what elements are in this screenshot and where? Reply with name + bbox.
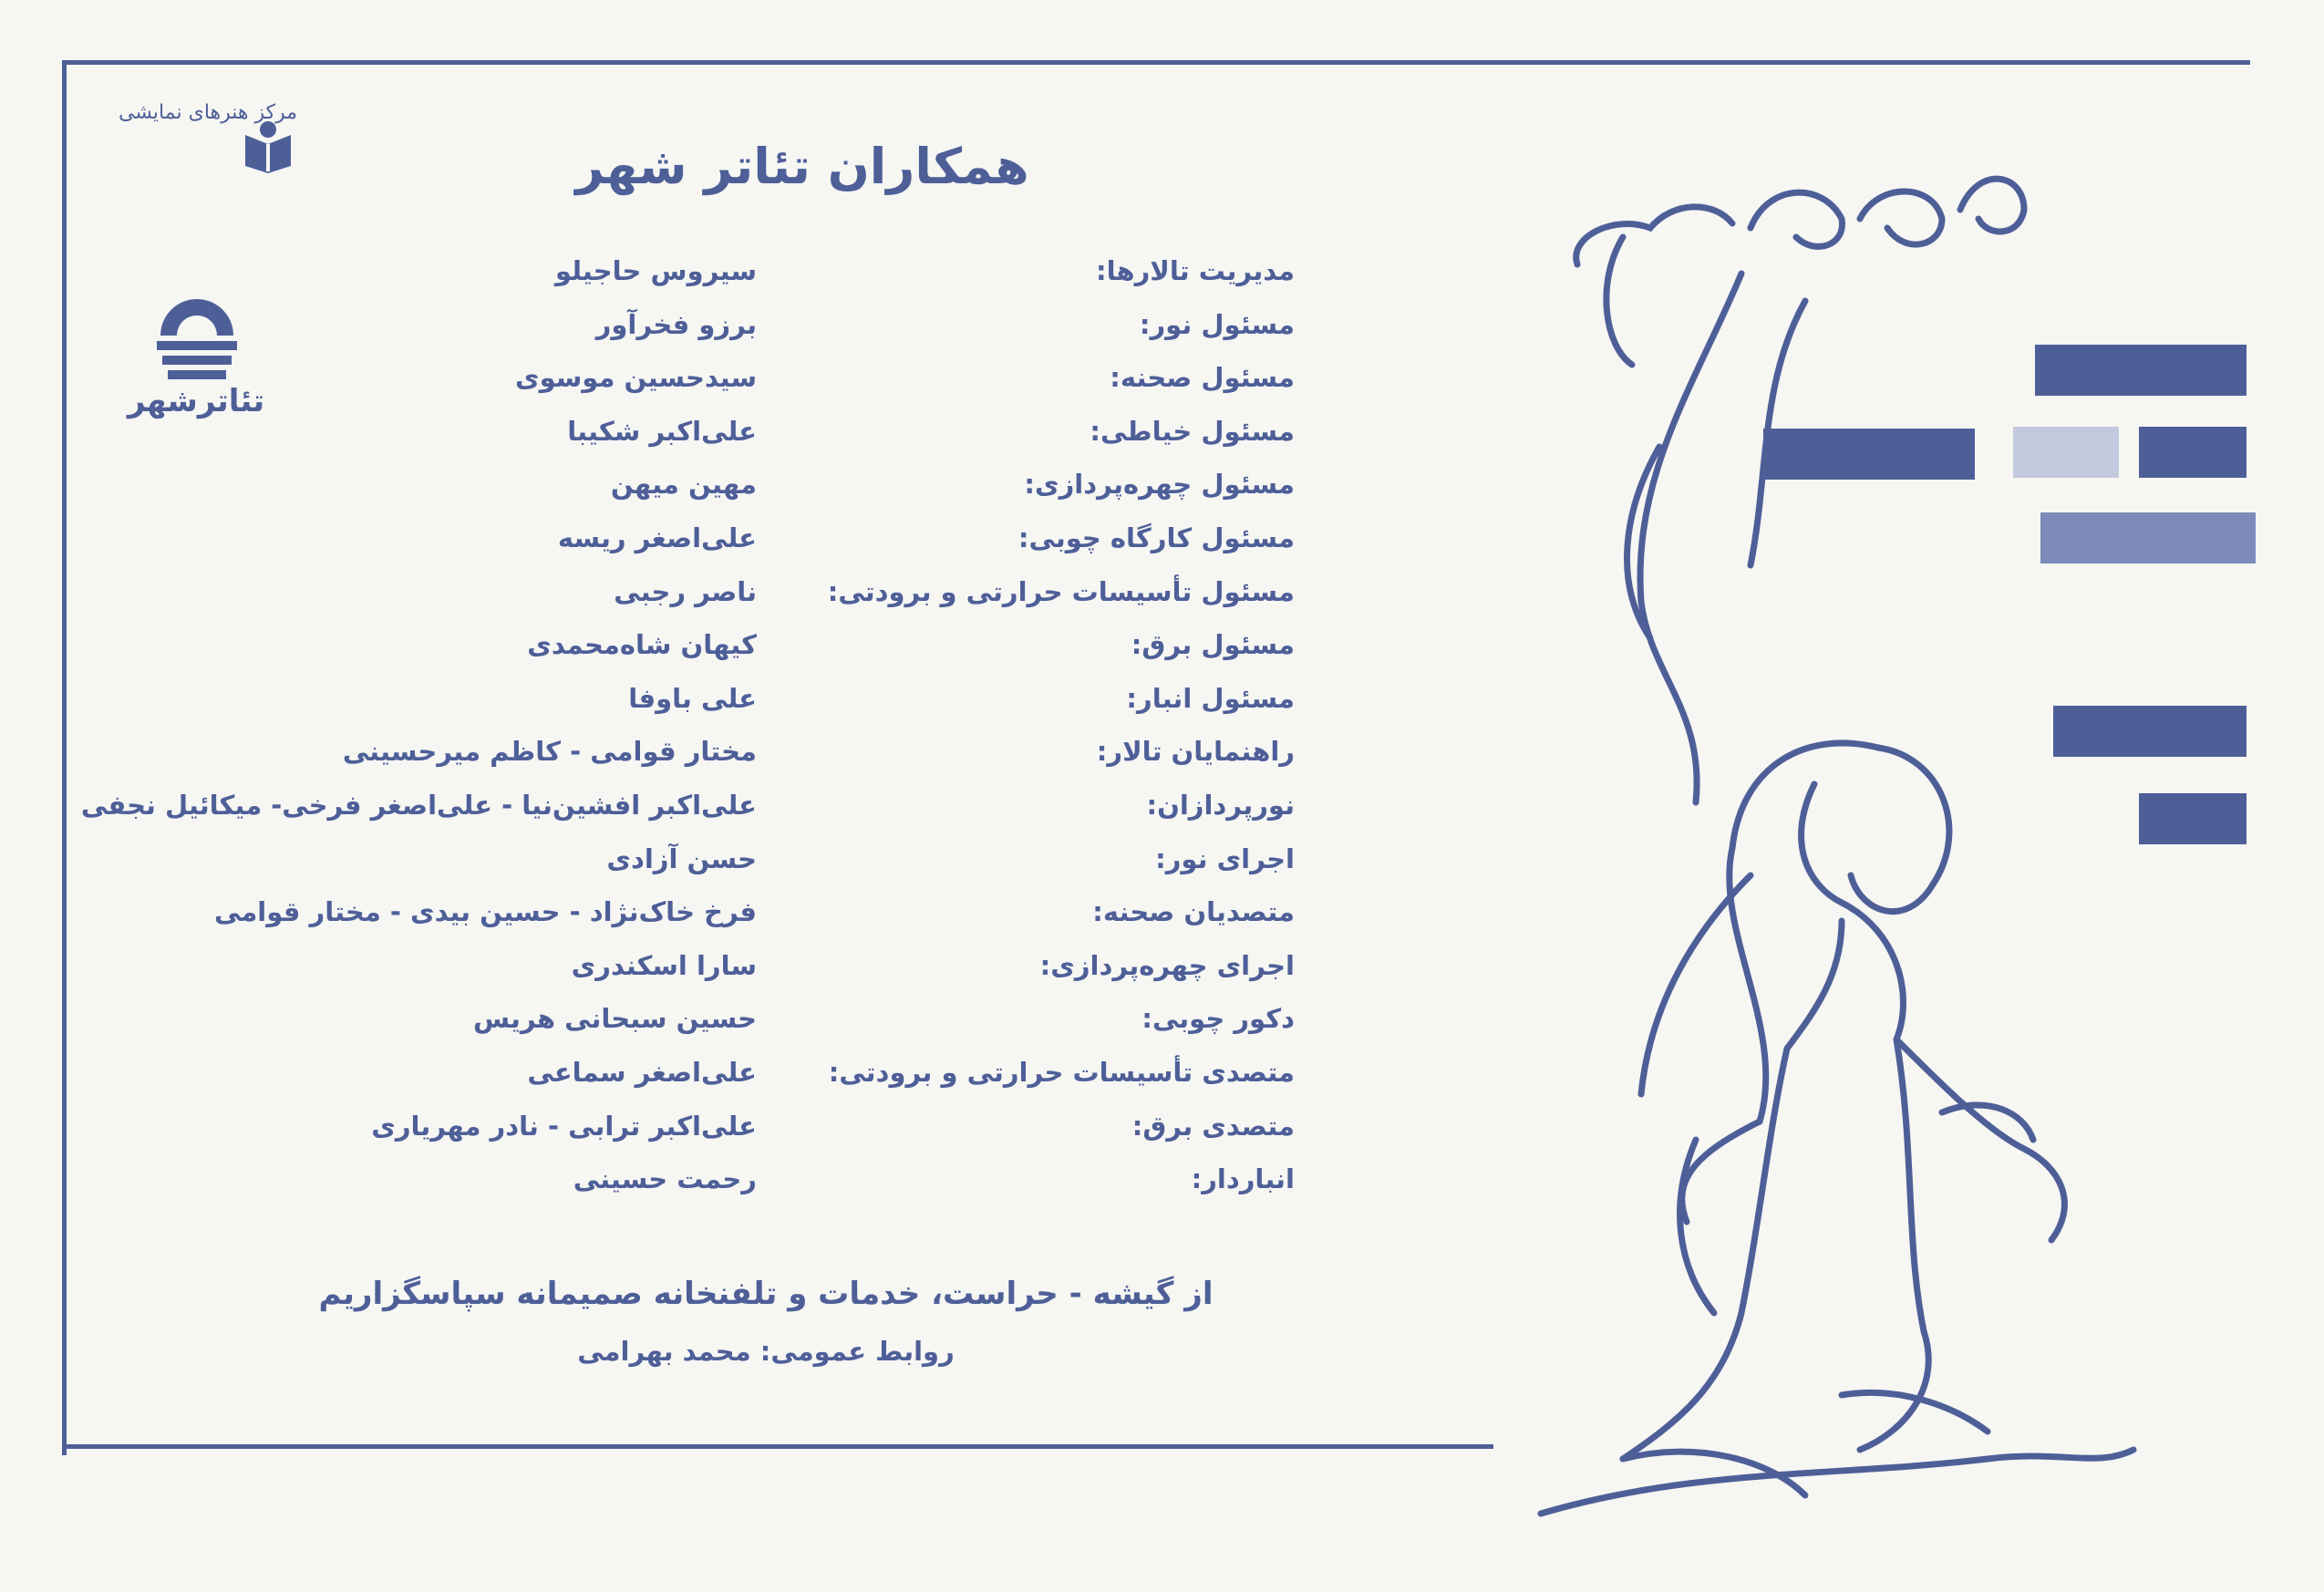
credit-role: متصدی برق: xyxy=(1131,1110,1295,1142)
page-title: همکاران تئاتر شهر xyxy=(575,138,1029,195)
credit-role: متصدیان صحنه: xyxy=(1092,896,1295,928)
credit-role: نورپردازان: xyxy=(1146,789,1295,821)
credit-role: مسئول صحنه: xyxy=(1110,362,1295,394)
credit-role: مسئول چهره‌پردازی: xyxy=(1024,469,1295,501)
credit-row xyxy=(137,950,1295,1004)
credits-list xyxy=(80,255,1295,1217)
credit-role: انباردار: xyxy=(1191,1163,1295,1195)
credit-row xyxy=(137,255,1295,309)
left-border-line xyxy=(62,60,67,1455)
credit-names: سیدحسین موسوی xyxy=(515,362,757,394)
credit-row xyxy=(137,843,1295,897)
credit-names: علی‌اکبر شکیبا xyxy=(567,415,757,447)
credit-role: مسئول برق: xyxy=(1131,629,1295,661)
credit-role: مسئول نور: xyxy=(1139,308,1295,340)
public-relations-line: روابط عمومی: محمد بهرامی xyxy=(577,1336,955,1367)
credit-names: کیهان شاه‌محمدی xyxy=(527,629,757,661)
credit-names: فرخ خاک‌نژاد - حسین بیدی - مختار قوامی xyxy=(214,896,757,928)
credit-row xyxy=(137,576,1295,630)
credit-row xyxy=(137,1003,1295,1057)
credit-row xyxy=(137,1111,1295,1164)
bottom-border-line xyxy=(62,1444,1493,1449)
credit-role: دکور چوبی: xyxy=(1141,1003,1295,1035)
credit-role: اجرای نور: xyxy=(1155,843,1295,874)
credit-names: مختار قوامی - کاظم میرحسینی xyxy=(342,736,757,768)
thanks-line: از گیشه - حراست، خدمات و تلفنخانه صمیمانه سپاسگزاریم xyxy=(318,1276,1214,1312)
credit-row xyxy=(137,629,1295,683)
credit-role: راهنمایان تالار: xyxy=(1096,736,1295,768)
credit-names: حسن آزادی xyxy=(606,843,757,874)
credit-row xyxy=(137,1057,1295,1111)
credit-row xyxy=(80,789,1295,843)
credit-names: سارا اسکندری xyxy=(571,949,757,981)
dancer-sketch-icon xyxy=(1513,128,2243,1550)
credit-row xyxy=(137,896,1295,950)
top-border-line xyxy=(62,60,2250,65)
credit-names: برزو فخرآور xyxy=(595,308,757,340)
credit-names: مهین میهن xyxy=(610,469,757,501)
credit-names: علی‌اصغر سماعی xyxy=(527,1056,757,1088)
credit-names: علی‌اکبر ترابی - نادر مهریاری xyxy=(371,1110,757,1142)
credit-row xyxy=(137,362,1295,416)
credit-names: علی باوفا xyxy=(628,682,757,714)
credit-row xyxy=(137,309,1295,363)
credit-row xyxy=(137,416,1295,470)
credit-names: علی‌اصغر ریسه xyxy=(557,522,757,553)
credit-role: متصدی تأسیسات حرارتی و برودتی: xyxy=(828,1056,1295,1088)
theatre-logo-label: تئاترشهر xyxy=(127,383,265,419)
credit-role: مسئول تأسیسات حرارتی و برودتی: xyxy=(827,575,1295,607)
credit-names: رحمت حسینی xyxy=(573,1163,757,1195)
credit-names: حسین سبحانی هریس xyxy=(473,1003,757,1035)
credit-role: مدیریت تالارها: xyxy=(1096,255,1295,286)
credit-role: مسئول انبار: xyxy=(1126,682,1295,714)
credit-names: علی‌اکبر افشین‌نیا - علی‌اصغر فرخی- میکائیل نجفی xyxy=(80,789,757,821)
credit-row xyxy=(137,522,1295,576)
credit-role: مسئول کارگاه چوبی: xyxy=(1017,522,1295,553)
credit-row xyxy=(137,469,1295,522)
credit-names: سیروس حاجیلو xyxy=(554,255,757,286)
cultural-center-text: مرکز هنرهای نمایشی xyxy=(118,101,298,124)
credit-role: اجرای چهره‌پردازی: xyxy=(1039,949,1295,981)
book-icon xyxy=(242,119,294,173)
credit-row xyxy=(137,1163,1295,1217)
credit-row xyxy=(137,683,1295,737)
credit-role: مسئول خیاطی: xyxy=(1090,415,1295,447)
credit-names: ناصر رجبی xyxy=(614,575,757,607)
credit-row xyxy=(137,736,1295,790)
